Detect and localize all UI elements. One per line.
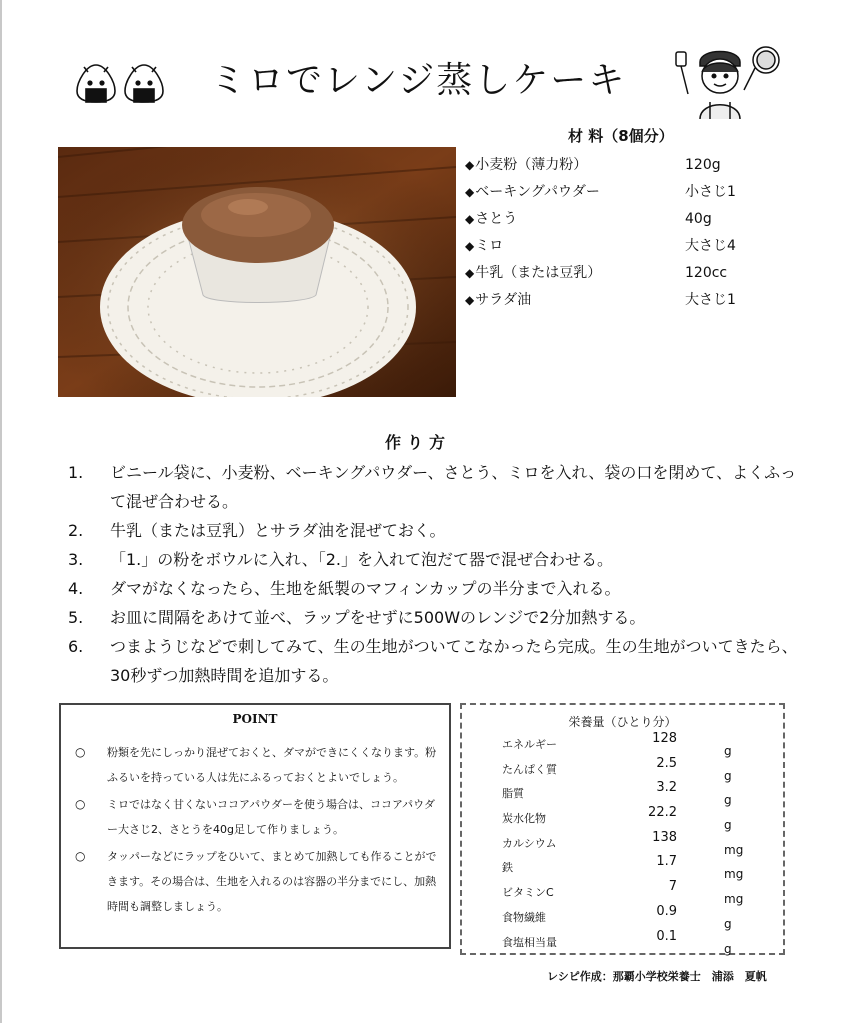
method-step bbox=[68, 632, 798, 690]
nutrient-value: 138 bbox=[652, 829, 677, 845]
point-text: タッパーなどにラップをひいて、まとめて加熱しても作ることができます。その場合は、生地を入れるのは容器の半分までにし、加熱時間も調整しましょう。 bbox=[107, 850, 437, 913]
nutrient-label: 脂質 bbox=[502, 787, 524, 801]
step-number: 4. bbox=[68, 579, 84, 598]
method-steps bbox=[68, 458, 798, 690]
ingredient-name: 小麦粉（薄力粉） bbox=[475, 157, 588, 173]
circle-bullet-icon: ○ bbox=[75, 849, 86, 863]
ingredient-amount: 大さじ4 bbox=[685, 238, 736, 254]
nutrient-value: 22.2 bbox=[648, 805, 677, 821]
ingredient-amount: 120cc bbox=[685, 265, 728, 281]
nutrient-label: カルシウム bbox=[502, 836, 557, 850]
method-step bbox=[68, 516, 798, 545]
method-step bbox=[68, 545, 798, 574]
step-text: 牛乳（または豆乳）とサラダ油を混ぜておく。 bbox=[110, 521, 446, 540]
nutrient-value: 0.1 bbox=[656, 928, 677, 944]
ingredients-list bbox=[465, 152, 765, 314]
point-item bbox=[61, 844, 449, 919]
diamond-bullet-icon: ◆ bbox=[465, 212, 475, 226]
nutrient-value: 1.7 bbox=[656, 854, 677, 870]
step-number: 5. bbox=[68, 608, 84, 627]
title-row bbox=[0, 40, 846, 120]
step-text: ダマがなくなったら、生地を紙製のマフィンカップの半分まで入れる。 bbox=[110, 579, 621, 598]
point-item bbox=[61, 792, 449, 842]
method-step bbox=[68, 603, 798, 632]
step-text: ビニール袋に、小麦粉、ベーキングパウダー、さとう、ミロを入れ、袋の口を閉めて、よくふって混ぜ合わせる。 bbox=[110, 463, 797, 511]
step-number: 1. bbox=[68, 463, 84, 482]
nutrient-value: 7 bbox=[668, 879, 677, 895]
nutrient-unit: mg bbox=[724, 842, 744, 857]
point-item bbox=[61, 740, 449, 790]
ingredient-item bbox=[465, 233, 765, 260]
ingredient-item bbox=[465, 260, 765, 287]
point-box bbox=[59, 703, 451, 949]
nutrient-unit: g bbox=[724, 941, 732, 956]
page-edge bbox=[0, 0, 2, 1023]
ingredient-name: ベーキングパウダー bbox=[475, 184, 600, 200]
step-text: つまようじなどで刺してみて、生の生地がついてこなかったら完成。生の生地がついてきたら、30秒ずつ加熱時間を追加する。 bbox=[110, 637, 798, 685]
nutrient-value: 2.5 bbox=[656, 755, 677, 771]
riceball-icon bbox=[74, 62, 166, 104]
recipe-credit: レシピ作成：那覇小学校栄養士 浦添 夏帆 bbox=[547, 970, 767, 983]
step-number: 3. bbox=[68, 550, 84, 569]
ingredient-item bbox=[465, 206, 765, 233]
nutrient-label: エネルギー bbox=[502, 738, 557, 751]
ingredient-name: ミロ bbox=[475, 238, 504, 254]
nutrient-unit: mg bbox=[724, 867, 744, 882]
method-step bbox=[68, 574, 798, 603]
ingredient-item bbox=[465, 287, 765, 314]
nutrient-unit: g bbox=[724, 916, 732, 931]
diamond-bullet-icon: ◆ bbox=[465, 239, 475, 253]
diamond-bullet-icon: ◆ bbox=[465, 185, 475, 199]
ingredient-amount: 40g bbox=[685, 211, 712, 227]
cake-photo bbox=[58, 147, 456, 397]
ingredient-amount: 大さじ1 bbox=[685, 292, 736, 308]
step-number: 2. bbox=[68, 521, 84, 540]
nutrient-unit: g bbox=[724, 744, 732, 758]
circle-bullet-icon: ○ bbox=[75, 745, 86, 759]
diamond-bullet-icon: ◆ bbox=[465, 266, 475, 280]
ingredient-item bbox=[465, 179, 765, 206]
ingredients-heading: 材 料（8個分） bbox=[568, 127, 674, 145]
ingredient-name: サラダ油 bbox=[475, 292, 532, 308]
cook-girl-icon bbox=[670, 42, 782, 120]
nutrient-unit: mg bbox=[724, 892, 744, 907]
nutrition-row bbox=[502, 928, 772, 956]
nutrient-value: 3.2 bbox=[656, 780, 677, 796]
nutrition-title: 栄養量（ひとり分） bbox=[568, 715, 677, 729]
nutrient-label: たんぱく質 bbox=[502, 762, 557, 776]
diamond-bullet-icon: ◆ bbox=[465, 293, 475, 307]
nutrient-value: 128 bbox=[652, 731, 677, 746]
circle-bullet-icon: ○ bbox=[75, 797, 86, 811]
nutrient-label: 食塩相当量 bbox=[502, 935, 557, 949]
ingredient-name: さとう bbox=[475, 211, 518, 227]
point-text: ミロではなく甘くないココアパウダーを使う場合は、ココアパウダー大さじ2、さとうを40g足して作りましょう。 bbox=[107, 798, 436, 836]
point-title: POINT bbox=[232, 712, 278, 726]
point-text: 粉類を先にしっかり混ぜておくと、ダマができにくくなります。粉ふるいを持っている人は先にふるっておくとよいでしょう。 bbox=[107, 746, 437, 784]
nutrient-label: 食物繊維 bbox=[502, 910, 546, 924]
ingredient-amount: 120g bbox=[685, 157, 721, 173]
point-list bbox=[61, 740, 449, 919]
method-step bbox=[68, 458, 798, 516]
nutrient-label: ビタミンC bbox=[502, 886, 554, 900]
nutrient-label: 炭水化物 bbox=[502, 812, 546, 826]
ingredient-name: 牛乳（または豆乳） bbox=[475, 265, 602, 281]
ingredient-amount: 小さじ1 bbox=[685, 184, 736, 200]
nutrient-label: 鉄 bbox=[502, 861, 513, 875]
ingredient-item bbox=[465, 152, 765, 179]
method-heading: 作り方 bbox=[385, 433, 452, 452]
nutrient-value: 0.9 bbox=[656, 903, 677, 919]
step-number: 6. bbox=[68, 637, 84, 656]
nutrition-list bbox=[502, 733, 772, 955]
diamond-bullet-icon: ◆ bbox=[465, 158, 475, 172]
nutrient-unit: g bbox=[724, 793, 732, 808]
nutrient-unit: g bbox=[724, 818, 732, 833]
nutrition-box bbox=[460, 703, 785, 955]
step-text: お皿に間隔をあけて並べ、ラップをせずに500Wのレンジで2分加熱する。 bbox=[110, 608, 646, 627]
nutrient-unit: g bbox=[724, 768, 732, 783]
page-title: ミロでレンジ蒸しケーキ bbox=[210, 60, 627, 101]
step-text: 「1.」の粉をボウルに入れ、「2.」を入れて泡だて器で混ぜ合わせる。 bbox=[110, 550, 614, 569]
